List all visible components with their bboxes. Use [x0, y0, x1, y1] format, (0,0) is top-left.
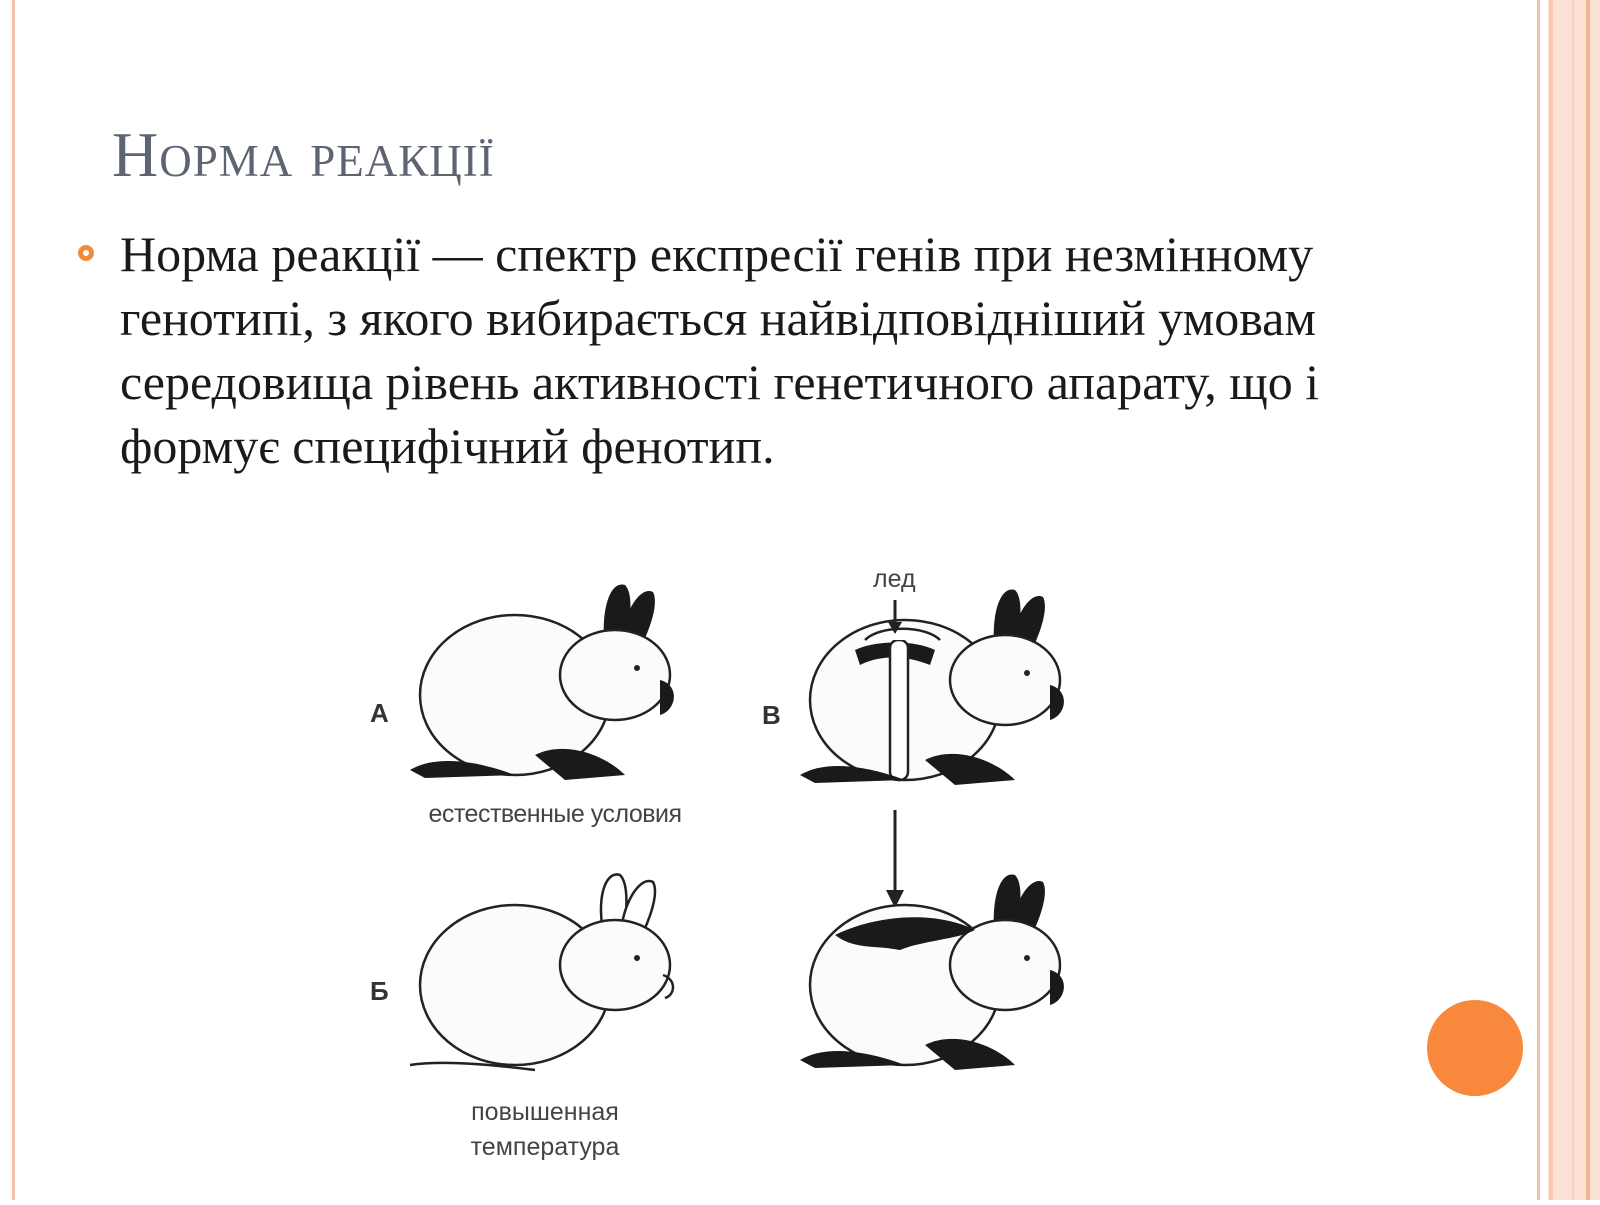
figure-label-b: Б	[370, 976, 389, 1006]
transition-arrow	[886, 810, 904, 908]
rabbit-figure	[360, 560, 1120, 1200]
figure-label-a: А	[370, 698, 389, 728]
rabbit-b-image	[410, 874, 673, 1070]
right-border-band	[1548, 0, 1600, 1200]
left-border-line	[12, 0, 15, 1200]
bullet-circle-icon	[78, 245, 94, 261]
slide-title: Норма реакції	[112, 119, 495, 190]
right-border-line	[1549, 0, 1553, 1200]
rabbit-v-result-image	[800, 874, 1064, 1070]
right-border-line	[1572, 0, 1574, 1200]
right-border-line	[1537, 0, 1540, 1200]
figure-label-v: В	[762, 700, 781, 730]
right-border-line	[1586, 0, 1590, 1200]
decorative-orange-circle	[1427, 1000, 1523, 1096]
rabbit-v-ice-image	[800, 589, 1064, 785]
caption-elevated-temperature-line2: температура	[470, 1133, 620, 1161]
bullet-text: Норма реакції — спектр експресії генів при незмінному генотипі, з якого вибирається найвідповідніший умовам середовища рівень активності генетичного апарату, що і формує специфічний фенотип.	[120, 226, 1320, 474]
caption-elevated-temperature-line1: повышенная	[471, 1098, 619, 1126]
rabbit-a-image	[410, 584, 674, 780]
caption-natural-conditions: естественные условия	[428, 800, 682, 828]
ice-annotation: лед	[873, 565, 916, 593]
